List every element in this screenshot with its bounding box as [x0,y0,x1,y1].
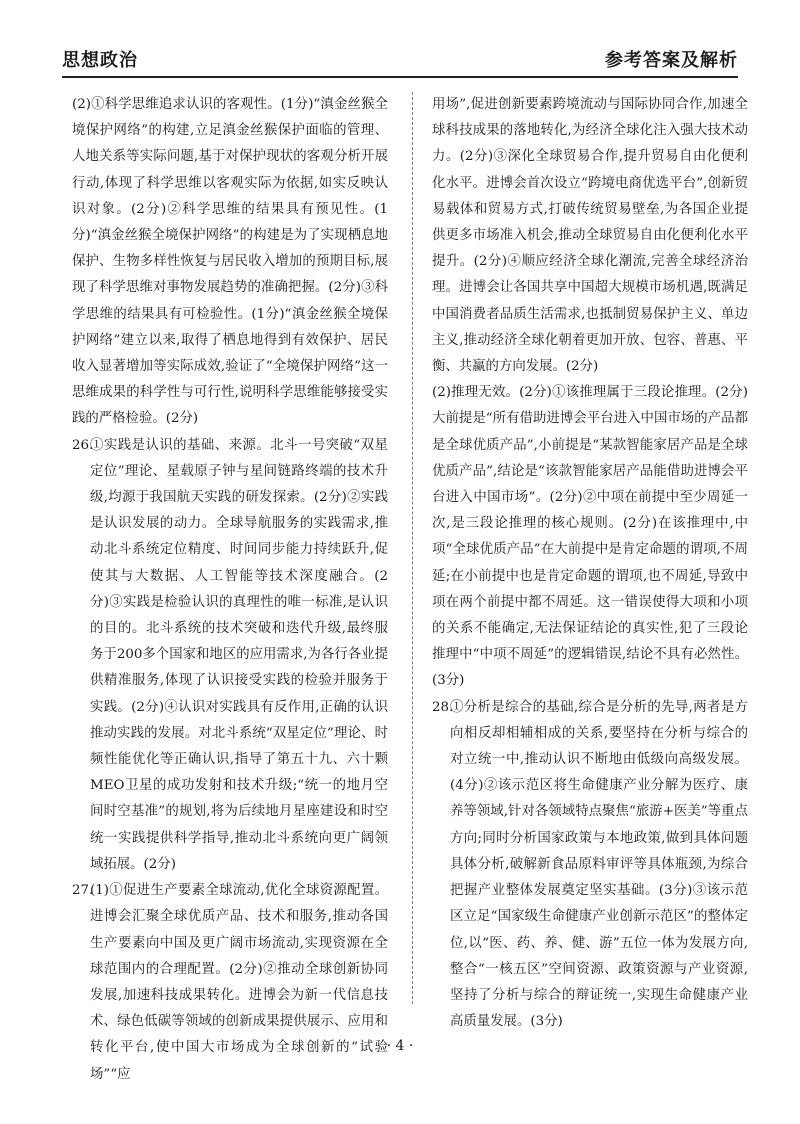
left-column [72,92,388,1088]
q27-part2-answer: (2)推理无效。(2分)①该推理属于三段论推理。(2分)大前提是“所有借助进博会平台进入中国市场的产品都是全球优质产品”,小前提是“某款智能家居产品是全球优质产品”,结论是“该款智能家居产品能借助进博会平台进入中国市场”。(2分)②中项在前提中至少周延一次,是三段论推理的核心规则。(2分)在该推理中,中项“全球优质产品”在大前提中是肯定命题的谓项,不周延;在小前提中也是肯定命题的谓项,也不周延,导致中项在两个前提中都不周延。这一错误使得大项和小项的关系不能确定,无法保证结论的真实性,犯了三段论推理中“中项不周延”的逻辑错误,结论不具有必然性。(3分) [432,385,748,689]
q26-answer [72,433,388,878]
subject-title: 思想政治 [62,50,138,71]
q27-text: (1)①促进生产要素全球流动,优化全球资源配置。进博会汇聚全球优质产品、技术和服务,推动各国生产要素向中国及更广阔市场流动,实现资源在全球范围内的合理配置。(2分)②推动全球创新协同发展,加速科技成果转化。进博会为新一代信息技术、绿色低碳等领域的创新成果提供展示、应用和转化平台,使中国大市场成为全球创新的“试验场”“应 [90,883,388,1082]
q26-text: ①实践是认识的基础、来源。北斗一号突破“双星定位”理论、星载原子钟与星间链路终端的技术升级,均源于我国航天实践的研发探索。(2分)②实践是认识发展的动力。全球导航服务的实践需求,推动北斗系统定位精度、时间同步能力持续跃升,促使其与大数据、人工智能等技术深度融合。(2分)③实践是检验认识的真理性的唯一标准,是认识的目的。北斗系统的技术突破和迭代升级,最终服务于200多个国家和地区的应用需求,为各行各业提供精准服务,体现了认识接受实践的检验并服务于实践。(2分)④认识对实践具有反作用,正确的认识推动实践的发展。对北斗系统“双星定位”理论、时频性能优化等正确认识,指导了第五十九、六十颗MEO卫星的成功发射和技术升级;“统一的地月空间时空基准”的规划,将为后续地月星座建设和时空统一实践提供科学指导,推动北斗系统向更广阔领域拓展。(2分) [90,437,388,872]
q27-continued: 用场”,促进创新要素跨境流动与国际协同合作,加速全球科技成果的落地转化,为经济全球化注入强大技术动力。(2分)③深化全球贸易合作,提升贸易自由化便利化水平。进博会首次设立“跨境电商优选平台”,创新贸易载体和贸易方式,打破传统贸易壁垒,为各国企业提供更多市场准入机会,推动全球贸易自由化便利化水平提升。(2分)④顺应经济全球化潮流,完善全球经济治理。进博会让各国共享中国超大规模市场机遇,既满足中国消费者品质生活需求,也抵制贸易保护主义、单边主义,推动经济全球化朝着更加开放、包容、普惠、平衡、共赢的方向发展。(2分) [432,97,748,375]
q26-number: 26. [72,437,94,453]
section-title: 参考答案及解析 [605,50,738,71]
q28-answer [432,695,748,1036]
page-number: · 4 · [386,1038,414,1054]
q28-number: 28. [432,699,454,715]
right-column [432,92,748,1035]
q27-number: 27. [72,883,94,899]
page-header [62,42,738,78]
q25-part2-answer: (2)①科学思维追求认识的客观性。(1分)“滇金丝猴全境保护网络”的构建,立足滇金丝猴保护面临的管理、人地关系等实际问题,基于对保护现状的客观分析开展行动,体现了科学思维以客观实际为依据,如实反映认识对象。(2分)②科学思维的结果具有预见性。(1分)“滇金丝猴全境保护网络”的构建是为了实现栖息地保护、生物多样性恢复与居民收入增加的预期目标,展现了科学思维对事物发展趋势的准确把握。(2分)③科学思维的结果具有可检验性。(1分)“滇金丝猴全境保护网络”建立以来,取得了栖息地得到有效保护、居民收入显著增加等实际成效,验证了“全境保护网络”这一思维成果的科学性与可行性,说明科学思维能够接受实践的严格检验。(2分) [72,97,388,427]
q27-answer [72,878,388,1088]
column-divider [412,92,413,1004]
q28-text: ①分析是综合的基础,综合是分析的先导,两者是方向相反却相辅相成的关系,要坚持在分析与综合的对立统一中,推动认识不断地由低级向高级发展。(4分)②该示范区将生命健康产业分解为医疗、康养等领域,针对各领域特点聚焦“旅游+医美”等重点方向;同时分析国家政策与本地政策,做到具体问题具体分析,破解新食品原料审评等具体瓶颈,为综合把握产业整体发展奠定坚实基础。(3分)③该示范区立足“国家级生命健康产业创新示范区”的整体定位,以“医、药、养、健、游”五位一体为发展方向,整合“一核五区”空间资源、政策资源与产业资源,坚持了分析与综合的辩证统一,实现生命健康产业高质量发展。(3分) [450,699,748,1030]
